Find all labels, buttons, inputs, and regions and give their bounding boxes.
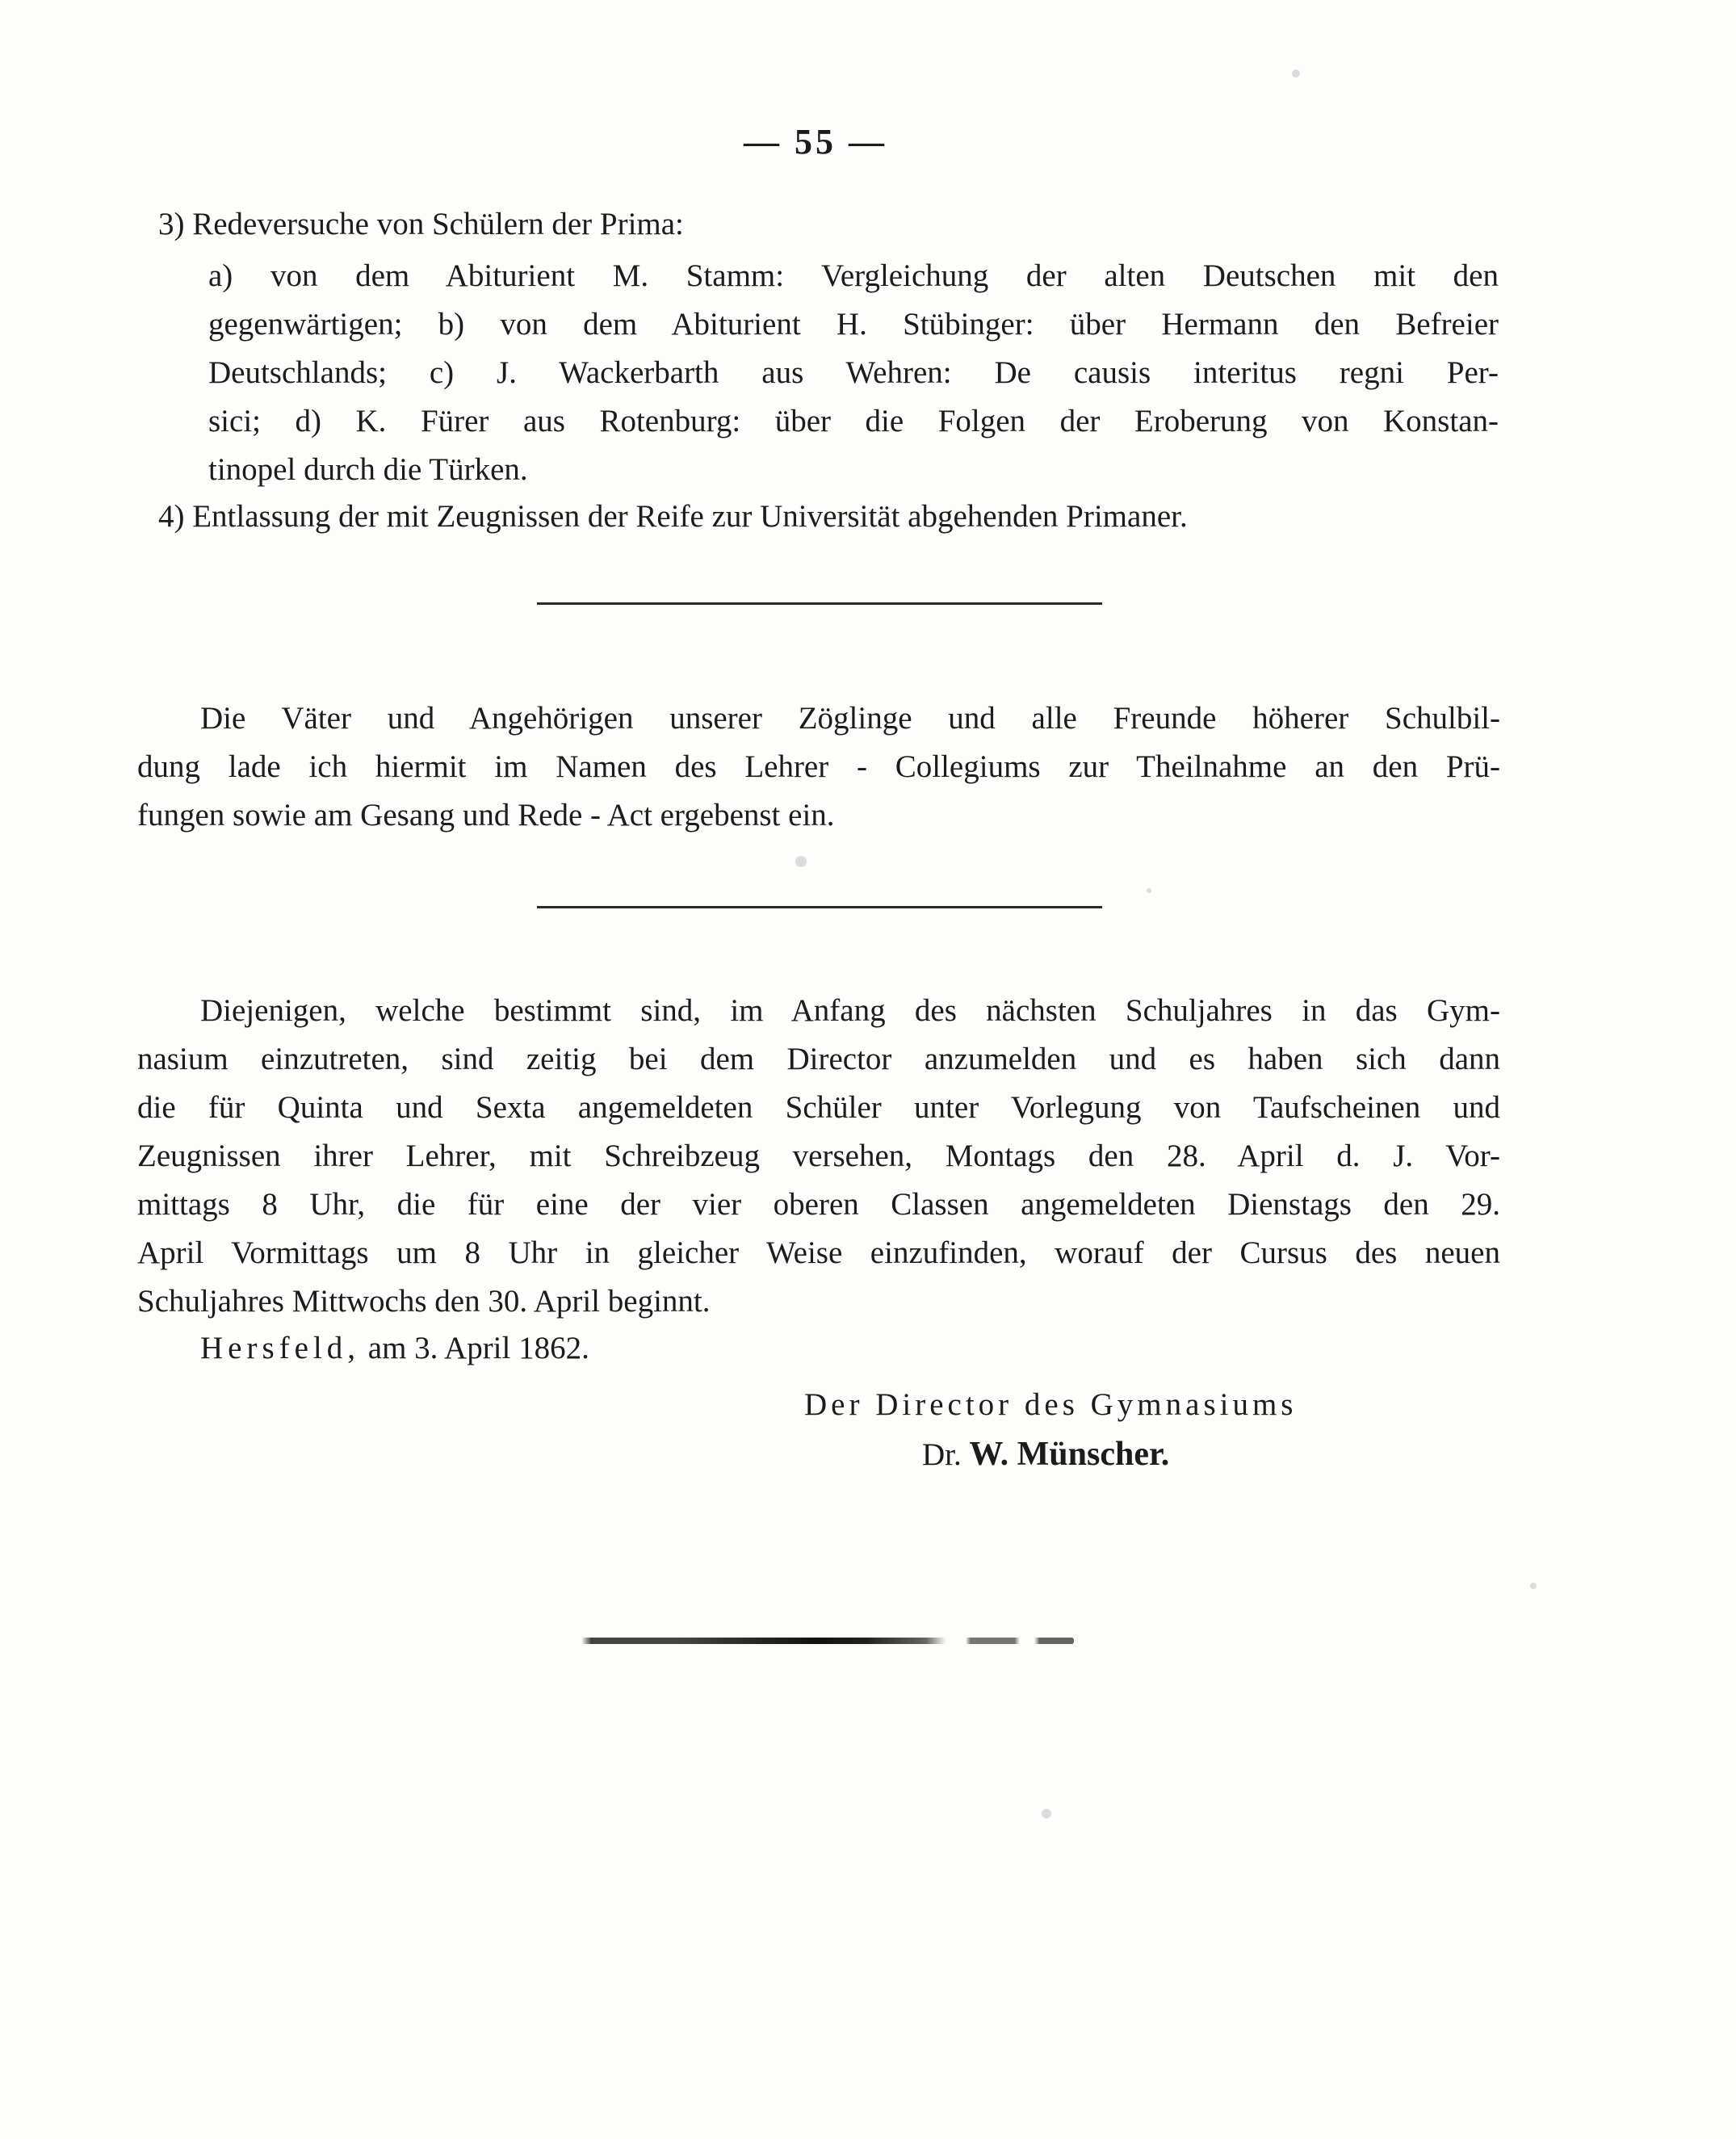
paper-speck (1530, 1583, 1537, 1589)
admission-line-7: Schuljahres Mittwochs den 30. April beginnt. (137, 1284, 711, 1319)
item-3-line-2: gegenwärtigen; b) von dem Abiturient H. Stübinger: über Hermann den Befreier (208, 307, 1499, 342)
admission-line-3: die für Quinta und Sexta angemeldeten Schüler unter Vorlegung von Taufscheinen und (137, 1090, 1500, 1125)
invitation-line-1: Die Väter und Angehörigen unserer Zöglinge und alle Freunde höherer Schulbil- (200, 701, 1500, 736)
paper-speck (1292, 69, 1300, 78)
page-number: — 55 — (744, 122, 887, 161)
signature-prefix: Dr. (922, 1437, 962, 1472)
place: Hersfeld, (200, 1331, 361, 1365)
end-ornament-rule (581, 1638, 1074, 1644)
item-3-line-3: Deutschlands; c) J. Wackerbarth aus Wehren: De causis interitus regni Per- (208, 355, 1499, 390)
signature-title: Der Director des Gymnasiums (804, 1387, 1298, 1422)
admission-line-2: nasium einzutreten, sind zeitig bei dem Director anzumelden und es haben sich dann (137, 1042, 1500, 1076)
item-3-line-5: tinopel durch die Türken. (208, 452, 528, 487)
signature-name: W. Münscher. (969, 1436, 1170, 1473)
admission-line-4: Zeugnissen ihrer Lehrer, mit Schreibzeug versehen, Montags den 28. April d. J. Vor- (137, 1139, 1500, 1173)
admission-line-6: April Vormittags um 8 Uhr in gleicher Weise einzufinden, worauf der Cursus des neuen (137, 1235, 1500, 1270)
item-3-line-4: sici; d) K. Fürer aus Rotenburg: über die Folgen der Eroberung von Konstan- (208, 404, 1499, 438)
place-date (200, 1332, 589, 1364)
admission-line-1: Diejenigen, welche bestimmt sind, im Anfang des nächsten Schuljahres in das Gym- (200, 993, 1500, 1028)
paper-speck (1147, 888, 1151, 893)
date: am 3. April 1862. (367, 1331, 589, 1365)
section-divider-2 (537, 906, 1102, 908)
section-divider-1 (537, 602, 1102, 605)
admission-line-5: mittags 8 Uhr, die für eine der vier oberen Classen angemeldeten Dienstags den 29. (137, 1187, 1500, 1222)
paper-speck (1042, 1809, 1051, 1818)
invitation-line-2: dung lade ich hiermit im Namen des Lehrer - Collegiums zur Theilnahme an den Prü- (137, 749, 1500, 784)
paper-speck (795, 856, 807, 867)
item-3-line-1: a) von dem Abiturient M. Stamm: Vergleichung der alten Deutschen mit den (208, 258, 1499, 293)
item-4: 4) Entlassung der mit Zeugnissen der Reife zur Universität abgehenden Primaner. (158, 499, 1188, 534)
item-3-heading: 3) Redeversuche von Schülern der Prima: (158, 207, 684, 241)
signature-name-line (922, 1437, 1169, 1471)
invitation-line-3: fungen sowie am Gesang und Rede - Act ergebenst ein. (137, 798, 835, 833)
